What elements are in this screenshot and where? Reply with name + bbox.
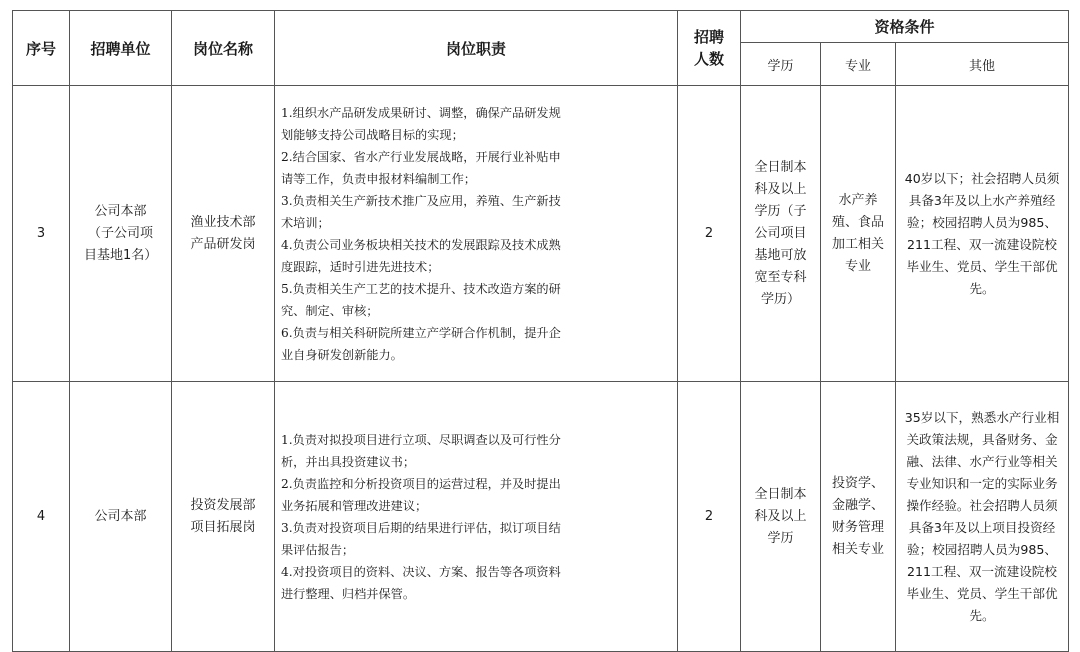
header-qualifications: 资格条件 — [741, 11, 1069, 43]
duty-line: 业自身研发创新能力。 — [281, 347, 403, 362]
row-other: 35岁以下，熟悉水产行业相关政策法规，具备财务、金融、法律、水产行业等相关专业知识和一定的实际业务操作经验。社会招聘人员须具备3年及以上项目投资经验；校园招聘人员为985、211工程、双一流建设院校毕业生、党员、学生干部优先。 — [896, 382, 1069, 652]
duty-line: 1.组织水产品研发成果研讨、调整，确保产品研发规 — [281, 105, 561, 120]
header-duties: 岗位职责 — [275, 11, 678, 86]
row-unit: 公司本部 — [70, 382, 172, 652]
row-unit: 公司本部（子公司项目基地1名） — [70, 86, 172, 382]
duty-line: 划能够支持公司战略目标的实现； — [281, 127, 464, 142]
header-major: 专业 — [821, 43, 896, 86]
row-duties — [275, 382, 678, 652]
row-position: 投资发展部项目拓展岗 — [172, 382, 275, 652]
row-seq: 3 — [13, 86, 70, 382]
row-position: 渔业技术部产品研发岗 — [172, 86, 275, 382]
duty-line: 4.对投资项目的资料、决议、方案、报告等各项资料 — [281, 564, 561, 579]
duty-line: 果评估报告； — [281, 542, 355, 557]
duty-line: 5.负责相关生产工艺的技术提升、技术改造方案的研 — [281, 281, 561, 296]
duty-line: 业务拓展和管理改进建议； — [281, 498, 428, 513]
row-major: 水产养殖、食品加工相关专业 — [821, 86, 896, 382]
duty-line: 6.负责与相关科研院所建立产学研合作机制，提升企 — [281, 325, 561, 340]
header-count: 招聘人数 — [678, 11, 741, 86]
header-seq: 序号 — [13, 11, 70, 86]
duty-line: 1.负责对拟投项目进行立项、尽职调查以及可行性分 — [281, 432, 561, 447]
row-count: 2 — [678, 86, 741, 382]
table-row — [13, 86, 1069, 382]
duty-line: 3.负责对投资项目后期的结果进行评估，拟订项目结 — [281, 520, 561, 535]
row-seq: 4 — [13, 382, 70, 652]
row-duties — [275, 86, 678, 382]
row-other: 40岁以下；社会招聘人员须具备3年及以上水产养殖经验；校园招聘人员为985、211工程、双一流建设院校毕业生、党员、学生干部优先。 — [896, 86, 1069, 382]
duty-line: 术培训； — [281, 215, 330, 230]
header-unit: 招聘单位 — [70, 11, 172, 86]
table-row — [13, 382, 1069, 652]
duty-line: 究、制定、审核； — [281, 303, 379, 318]
header-other: 其他 — [896, 43, 1069, 86]
duty-line: 请等工作，负责申报材料编制工作； — [281, 171, 476, 186]
duty-line: 度跟踪，适时引进先进技术； — [281, 259, 440, 274]
header-position: 岗位名称 — [172, 11, 275, 86]
row-education: 全日制本科及以上学历（子公司项目基地可放宽至专科学历） — [741, 86, 821, 382]
duty-line: 3.负责相关生产新技术推广及应用，养殖、生产新技 — [281, 193, 561, 208]
duty-line: 进行整理、归档并保管。 — [281, 586, 416, 601]
recruitment-table — [12, 10, 1069, 652]
row-education: 全日制本科及以上学历 — [741, 382, 821, 652]
duty-line: 4.负责公司业务板块相关技术的发展跟踪及技术成熟 — [281, 237, 561, 252]
row-major: 投资学、金融学、财务管理相关专业 — [821, 382, 896, 652]
header-education: 学历 — [741, 43, 821, 86]
duty-line: 2.结合国家、省水产行业发展战略，开展行业补贴申 — [281, 149, 561, 164]
duty-line: 2.负责监控和分析投资项目的运营过程，并及时提出 — [281, 476, 561, 491]
row-count: 2 — [678, 382, 741, 652]
duty-line: 析，并出具投资建议书； — [281, 454, 416, 469]
